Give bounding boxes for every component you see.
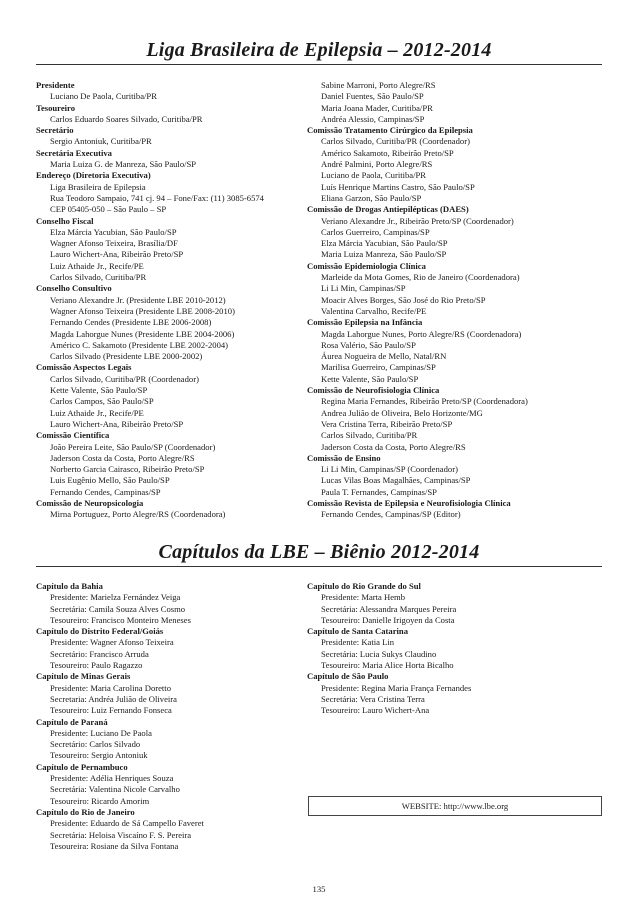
list-item: Marleide da Mota Gomes, Rio de Janeiro (Coordenadora): [321, 272, 520, 283]
list-item: Tesoureiro: Maria Alice Horta Bicalho: [321, 660, 454, 671]
list-heading: Comissão Epilepsia na Infância: [307, 317, 423, 328]
list-item: João Pereira Leite, São Paulo/SP (Coordenador): [50, 441, 216, 452]
list-heading: Comissão Aspectos Legais: [36, 362, 132, 373]
list-item: Américo C. Sakamoto (Presidente LBE 2002-2004): [50, 339, 229, 350]
list-item: CEP 05405-050 – São Paulo – SP: [50, 204, 167, 215]
list-item: Presidente: Regina Maria França Fernandes: [321, 682, 472, 693]
list-item: Tesoureiro: Ricardo Amorim: [50, 795, 150, 806]
list-item: Veriano Alexandre Jr. (Presidente LBE 2010-2012): [50, 294, 226, 305]
list-item: Andréa Alessio, Campinas/SP: [321, 113, 425, 124]
list-item: Veriano Alexandre Jr., Ribeirão Preto/SP (Coordenador): [321, 215, 514, 226]
list-item: Carlos Eduardo Soares Silvado, Curitiba/PR: [50, 113, 203, 124]
list-heading: Endereço (Diretoria Executiva): [36, 170, 151, 181]
list-item: Carlos Silvado, Curitiba/PR (Coordenador): [321, 136, 470, 147]
title-underline: [36, 566, 602, 567]
list-item: Paula T. Fernandes, Campinas/SP: [321, 486, 437, 497]
list-heading: Capítulo de Santa Catarina: [307, 626, 408, 637]
list-item: Valentina Carvalho, Recife/PE: [321, 305, 427, 316]
list-heading: Capítulo de São Paulo: [307, 671, 389, 682]
list-heading: Comissão de Neurofisiologia Clínica: [307, 385, 440, 396]
page-number: 135: [312, 884, 326, 894]
list-heading: Capítulo do Rio Grande do Sul: [307, 581, 421, 591]
list-heading: Tesoureiro: [36, 102, 75, 113]
list-item: Liga Brasileira de Epilepsia: [50, 181, 146, 192]
list-item: Tesoureiro: Francisco Monteiro Meneses: [50, 614, 191, 625]
liga-left-column: [36, 80, 264, 521]
list-item: Secretário: Francisco Arruda: [50, 648, 149, 659]
list-item: Luis Eugênio Mello, São Paulo/SP: [50, 475, 170, 486]
list-item: Li Li Min, Campinas/SP: [321, 283, 406, 294]
list-heading: Conselho Fiscal: [36, 215, 94, 226]
list-item: Li Li Min, Campinas/SP (Coordenador): [321, 464, 458, 475]
list-item: Fernando Cendes, Campinas/SP: [50, 486, 161, 497]
list-item: Jaderson Costa da Costa, Porto Alegre/RS: [50, 452, 195, 463]
list-item: Jaderson Costa da Costa, Porto Alegre/RS: [321, 441, 466, 452]
list-item: Secretário: Carlos Silvado: [50, 739, 141, 750]
liga-right-column: [307, 80, 528, 521]
list-item: Magda Lahorgue Nunes, Porto Alegre/RS (Coordenadora): [321, 328, 522, 339]
list-item: Fernando Cendes (Presidente LBE 2006-2008): [50, 317, 212, 328]
list-item: Norberto Garcia Cairasco, Ribeirão Preto/SP: [50, 464, 205, 475]
list-heading: Comissão de Neuropsicologia: [36, 497, 144, 508]
list-item: Secretária: Camila Souza Alves Cosmo: [50, 603, 186, 614]
list-item: Magda Lahorgue Nunes (Presidente LBE 2004-2006): [50, 328, 235, 339]
list-item: Luciano De Paola, Curitiba/PR: [50, 91, 157, 102]
list-item: Presidente: Luciano De Paola: [50, 727, 152, 738]
list-item: Wagner Afonso Teixeira (Presidente LBE 2008-2010): [50, 305, 235, 316]
list-item: Mirna Portuguez, Porto Alegre/RS (Coordenadora): [50, 509, 226, 520]
list-heading: Comissão Científica: [36, 430, 110, 441]
list-item: Tesoureiro: Lauro Wichert-Ana: [321, 705, 430, 716]
list-item: Elza Márcia Yacubian, São Paulo/SP: [50, 226, 177, 237]
list-item: Lucas Vilas Boas Magalhães, Campinas/SP: [321, 475, 471, 486]
list-item: Tesoureiro: Danielle Irigoyen da Costa: [321, 614, 455, 625]
list-heading: Comissão Revista de Epilepsia e Neurofisiologia Clínica: [307, 497, 511, 508]
list-item: Presidente: Eduardo de Sá Campello Faveret: [50, 818, 204, 829]
list-item: Wagner Afonso Teixeira, Brasília/DF: [50, 238, 178, 249]
list-heading: Capítulo de Pernambuco: [36, 761, 128, 772]
list-heading: Comissão de Ensino: [307, 452, 381, 463]
list-item: Luiz Athaide Jr., Recife/PE: [50, 407, 144, 418]
list-item: Presidente: Marielza Fernández Veiga: [50, 592, 181, 603]
list-item: Presidente: Katia Lin: [321, 637, 395, 648]
list-heading: Secretária Executiva: [36, 147, 112, 158]
list-heading: Comissão Tratamento Cirúrgico da Epilepsia: [307, 125, 473, 136]
list-item: Moacir Alves Borges, São José do Rio Preto/SP: [321, 294, 486, 305]
list-item: Fernando Cendes, Campinas/SP (Editor): [321, 509, 461, 520]
website-box: WEBSITE: http://www.lbe.org: [308, 796, 602, 816]
list-item: Elza Márcia Yacubian, São Paulo/SP: [321, 238, 448, 249]
capitulos-right-column: [307, 581, 471, 717]
list-heading: Secretário: [36, 125, 74, 136]
list-item: Tesoureira: Rosiane da Silva Fontana: [50, 840, 179, 851]
list-item: Vera Cristina Terra, Ribeirão Preto/SP: [321, 418, 453, 429]
list-item: Lauro Wichert-Ana, Ribeirão Preto/SP: [50, 249, 184, 260]
title-underline: [36, 64, 602, 65]
list-item: Secretária: Alessandra Marques Pereira: [321, 603, 457, 614]
list-item: Maria Joana Mader, Curitiba/PR: [321, 102, 433, 113]
list-item: André Palmini, Porto Alegre/RS: [321, 159, 433, 170]
list-item: Lauro Wichert-Ana, Ribeirão Preto/SP: [50, 418, 184, 429]
list-item: Carlos Silvado, Curitiba/PR (Coordenador): [50, 373, 199, 384]
list-item: Eliana Garzon, São Paulo/SP: [321, 192, 422, 203]
list-heading: Conselho Consultivo: [36, 283, 112, 294]
list-item: Secretária: Vera Cristina Terra: [321, 693, 425, 704]
list-item: Kette Valente, São Paulo/SP: [50, 385, 148, 396]
list-heading: Capítulo de Minas Gerais: [36, 671, 131, 682]
list-item: Marilisa Guerreiro, Campinas/SP: [321, 362, 436, 373]
capitulos-left-column: [36, 581, 204, 852]
list-heading: Capítulo de Paraná: [36, 716, 108, 727]
list-item: Presidente: Wagner Afonso Teixeira: [50, 637, 174, 648]
list-item: Maria Luiza G. de Manreza, São Paulo/SP: [50, 159, 197, 170]
list-item: Secretária: Heloisa Viscaíno F. S. Pereira: [50, 829, 192, 840]
list-item: Rosa Valério, São Paulo/SP: [321, 339, 416, 350]
section-title-liga: [36, 38, 602, 65]
list-item: Sergio Antoniuk, Curitiba/PR: [50, 136, 152, 147]
list-heading: Capítulo da Bahia: [36, 581, 103, 591]
list-item: Carlos Silvado (Presidente LBE 2000-2002): [50, 351, 203, 362]
list-item: Sabine Marroni, Porto Alegre/RS: [321, 80, 436, 90]
list-item: Luciano de Paola, Curitiba/PR: [321, 170, 427, 181]
list-item: Luiz Athaide Jr., Recife/PE: [50, 260, 144, 271]
list-item: Presidente: Maria Carolina Doretto: [50, 682, 171, 693]
list-heading: Presidente: [36, 80, 75, 90]
list-item: Tesoureiro: Sergio Antoniuk: [50, 750, 148, 761]
list-item: Carlos Silvado, Curitiba/PR: [50, 272, 147, 283]
list-item: Tesoureiro: Paulo Ragazzo: [50, 660, 143, 671]
list-item: Américo Sakamoto, Ribeirão Preto/SP: [321, 147, 454, 158]
list-item: Regina Maria Fernandes, Ribeirão Preto/SP (Coordenadora): [321, 396, 528, 407]
list-heading: Capítulo do Rio de Janeiro: [36, 806, 135, 817]
list-item: Secretária: Valentina Nicole Carvalho: [50, 784, 180, 795]
list-item: Kette Valente, São Paulo/SP: [321, 373, 419, 384]
section-title-capitulos: [36, 540, 602, 567]
list-item: Daniel Fuentes, São Paulo/SP: [321, 91, 424, 102]
list-item: Presidente: Adélia Henriques Souza: [50, 773, 174, 784]
section-title-text: Capítulos da LBE – Biênio 2012-2014: [158, 541, 480, 563]
list-item: Andrea Julião de Oliveira, Belo Horizonte/MG: [321, 407, 483, 418]
list-item: Secretaria: Andréa Julião de Oliveira: [50, 693, 177, 704]
list-item: Carlos Campos, São Paulo/SP: [50, 396, 154, 407]
list-item: Rua Teodoro Sampaio, 741 cj. 94 – Fone/Fax: (11) 3085-6574: [50, 192, 264, 203]
list-item: Maria Luiza Manreza, São Paulo/SP: [321, 249, 447, 260]
list-heading: Comissão de Drogas Antiepilépticas (DAES): [307, 204, 469, 215]
section-title-text: Liga Brasileira de Epilepsia – 2012-2014: [146, 39, 492, 61]
list-item: Secretária: Lucia Sukys Claudino: [321, 648, 437, 659]
list-heading: Capítulo do Distrito Federal/Goiás: [36, 626, 164, 637]
list-item: Carlos Silvado, Curitiba/PR: [321, 430, 418, 441]
list-item: Carlos Guerreiro, Campinas/SP: [321, 226, 430, 237]
list-heading: Comissão Epidemiologia Clínica: [307, 260, 426, 271]
list-item: Áurea Nogueira de Mello, Natal/RN: [321, 351, 447, 362]
list-item: Luís Henrique Martins Castro, São Paulo/SP: [321, 181, 475, 192]
list-item: Presidente: Marta Hemb: [321, 592, 406, 603]
list-item: Tesoureiro: Luiz Fernando Fonseca: [50, 705, 172, 716]
